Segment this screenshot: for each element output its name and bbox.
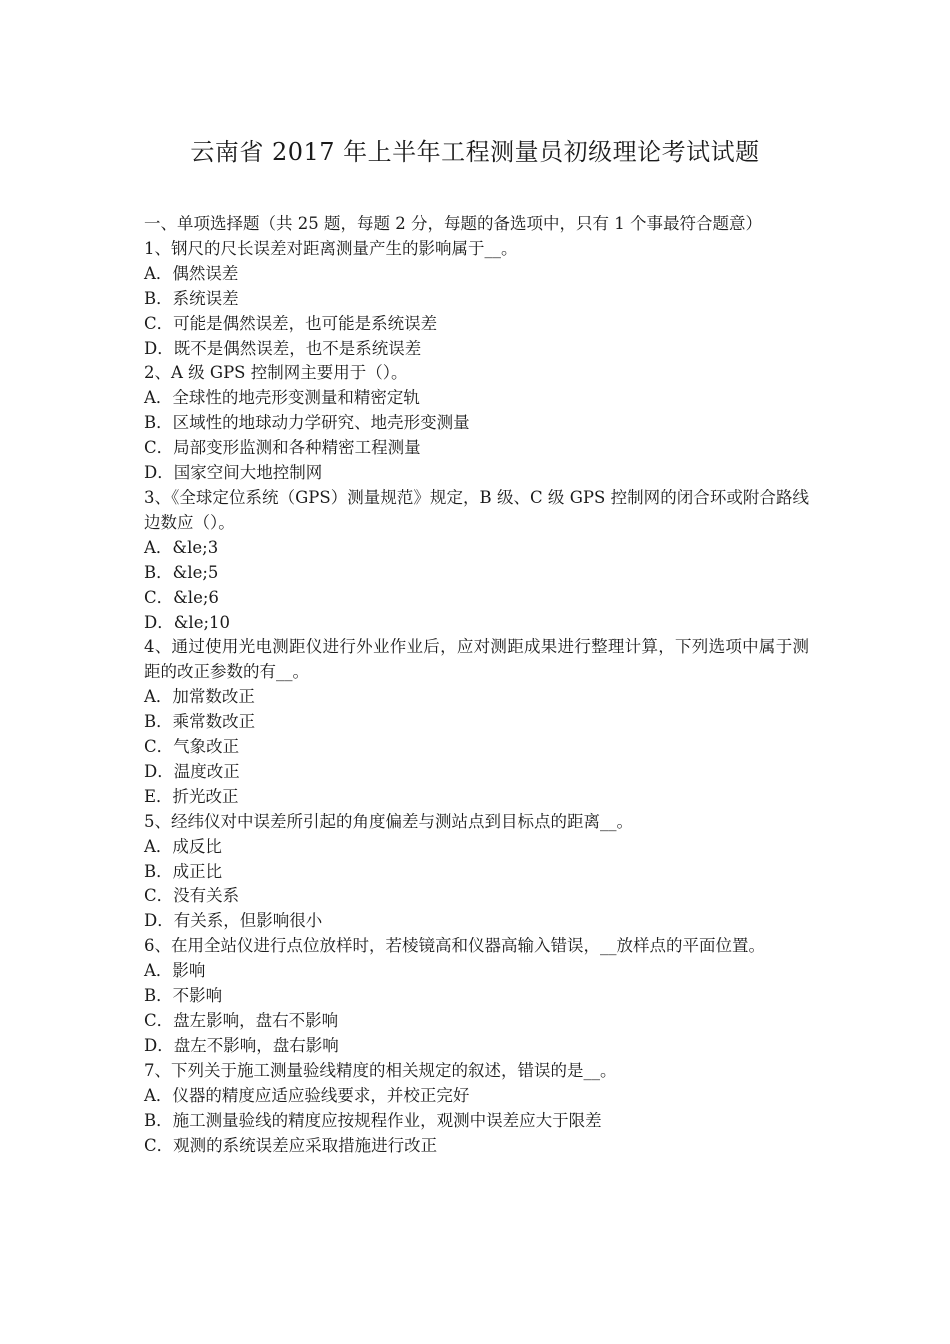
answer-option: C．观测的系统误差应采取措施进行改正 xyxy=(144,1135,438,1155)
question-6 xyxy=(144,934,809,1059)
answer-option: A．成反比 xyxy=(144,836,222,856)
question-stem: 6、在用全站仪进行点位放样时，若棱镜高和仪器高输入错误，__放样点的平面位置。 xyxy=(144,936,765,956)
answer-option: E．折光改正 xyxy=(144,786,239,806)
answer-option: C．盘左影响，盘右不影响 xyxy=(144,1011,339,1030)
question-2 xyxy=(144,361,809,486)
question-stem: 1、钢尺的尺长误差对距离测量产生的影响属于__。 xyxy=(144,238,518,258)
answer-option: D．有关系，但影响很小 xyxy=(144,911,323,931)
answer-option: A．全球性的地壳形变测量和精密定轨 xyxy=(144,388,420,408)
answer-option: B．系统误差 xyxy=(144,288,239,308)
answer-option: C．气象改正 xyxy=(144,737,240,757)
answer-option: A．加常数改正 xyxy=(144,687,255,707)
answer-option: B．乘常数改正 xyxy=(144,712,256,732)
answer-option: B．区域性的地球动力学研究、地壳形变测量 xyxy=(144,413,470,433)
answer-option: A．偶然误差 xyxy=(144,263,239,283)
answer-option: C．&le;6 xyxy=(144,587,219,607)
exam-content xyxy=(144,212,809,1158)
answer-option: B．施工测量验线的精度应按规程作业，观测中误差应大于限差 xyxy=(144,1110,602,1130)
question-7 xyxy=(144,1059,809,1159)
question-stem: 4、通过使用光电测距仪进行外业作业后，应对测距成果进行整理计算，下列选项中属于测距的改正参数的有__。 xyxy=(144,637,809,682)
answer-option: B．不影响 xyxy=(144,986,223,1006)
answer-option: C．没有关系 xyxy=(144,886,240,906)
question-stem: 2、A 级 GPS 控制网主要用于（）。 xyxy=(144,363,408,383)
section-heading: 一、单项选择题（共 25 题，每题 2 分，每题的备选项中，只有 1 个事最符合题意） xyxy=(144,214,762,233)
answer-option: A．&le;3 xyxy=(144,537,219,557)
answer-option: C．可能是偶然误差，也可能是系统误差 xyxy=(144,313,438,333)
answer-option: A．影响 xyxy=(144,961,206,981)
answer-option: D．国家空间大地控制网 xyxy=(144,463,323,483)
answer-option: B．&le;5 xyxy=(144,562,219,582)
question-stem: 3、《全球定位系统（GPS）测量规范》规定，B 级、C 级 GPS 控制网的闭合环或附合路线边数应（）。 xyxy=(144,487,809,532)
question-stem: 7、下列关于施工测量验线精度的相关规定的叙述，错误的是__。 xyxy=(144,1060,617,1080)
answer-option: B．成正比 xyxy=(144,861,223,881)
answer-option: D．既不是偶然误差，也不是系统误差 xyxy=(144,338,422,358)
answer-option: D．温度改正 xyxy=(144,761,240,781)
answer-option: A．仪器的精度应适应验线要求，并校正完好 xyxy=(144,1085,470,1105)
answer-option: D．&le;10 xyxy=(144,612,231,632)
answer-option: D．盘左不影响，盘右影响 xyxy=(144,1035,339,1055)
question-3 xyxy=(144,486,809,635)
question-4 xyxy=(144,635,809,809)
question-5 xyxy=(144,810,809,935)
question-stem: 5、经纬仪对中误差所引起的角度偏差与测站点到目标点的距离__。 xyxy=(144,811,633,831)
answer-option: C．局部变形监测和各种精密工程测量 xyxy=(144,438,421,458)
question-1 xyxy=(144,237,809,362)
document-title: 云南省 2017 年上半年工程测量员初级理论考试试题 xyxy=(190,138,760,166)
